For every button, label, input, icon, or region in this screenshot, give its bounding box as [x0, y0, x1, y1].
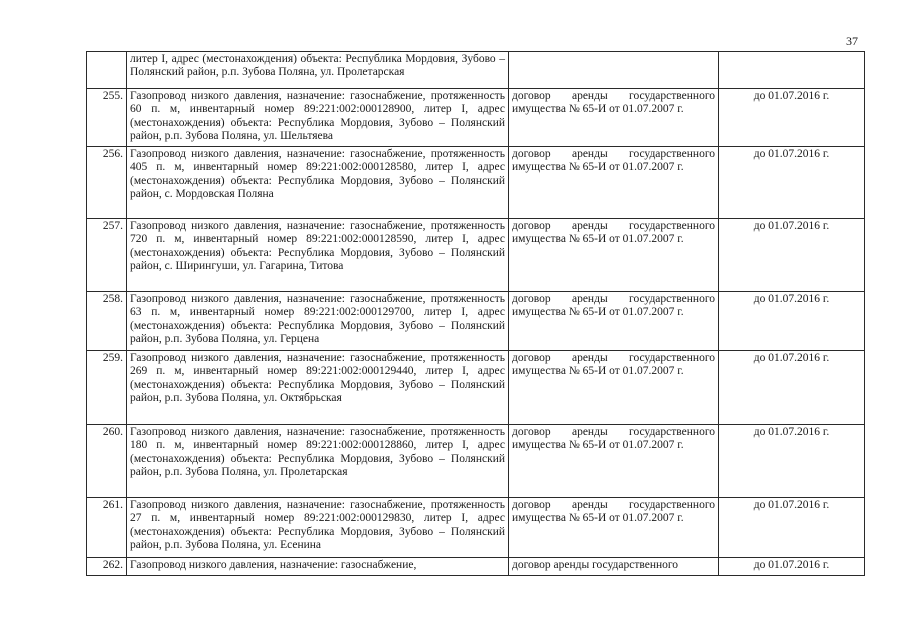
- page-number: 37: [846, 34, 858, 48]
- row-number: 260.: [87, 425, 127, 498]
- term-date: до 01.07.2016 г.: [719, 147, 865, 219]
- term-date: до 01.07.2016 г.: [719, 498, 865, 558]
- contract-reference: [509, 52, 719, 89]
- table-row: [87, 147, 865, 219]
- object-description: Газопровод низкого давления, назначение: газоснабжение,: [127, 558, 509, 576]
- term-date: [719, 52, 865, 89]
- row-number: 258.: [87, 292, 127, 351]
- term-date: до 01.07.2016 г.: [719, 292, 865, 351]
- contract-reference: договор аренды государственного: [509, 558, 719, 576]
- contract-reference: договор аренды государственного имущества № 65-И от 01.07.2007 г.: [509, 425, 719, 498]
- term-date: до 01.07.2016 г.: [719, 89, 865, 147]
- row-number: 255.: [87, 89, 127, 147]
- table-row: [87, 89, 865, 147]
- object-description: Газопровод низкого давления, назначение: газоснабжение, протяженность 180 п. м, инвентарный номер 89:221:002:000128860, литер I, адрес (местонахождения) объекта: Республика Мордовия, Зубово – Полянский район, р.п. Зубова Поляна, ул. Пролетарская: [127, 425, 509, 498]
- term-date: до 01.07.2016 г.: [719, 219, 865, 292]
- term-date: до 01.07.2016 г.: [719, 558, 865, 576]
- table-row: [87, 292, 865, 351]
- row-number: 256.: [87, 147, 127, 219]
- contract-reference: договор аренды государственного имущества № 65-И от 01.07.2007 г.: [509, 89, 719, 147]
- row-number: [87, 52, 127, 89]
- object-description: литер I, адрес (местонахождения) объекта: Республика Мордовия, Зубово – Полянский район, р.п. Зубова Поляна, ул. Пролетарская: [127, 52, 509, 89]
- object-description: Газопровод низкого давления, назначение: газоснабжение, протяженность 27 п. м, инвентарный номер 89:221:002:000129830, литер I, адрес (местонахождения) объекта: Республика Мордовия, Зубово – Полянский район, р.п. Зубова Поляна, ул. Есенина: [127, 498, 509, 558]
- contract-reference: договор аренды государственного имущества № 65-И от 01.07.2007 г.: [509, 147, 719, 219]
- table-row: [87, 52, 865, 89]
- object-description: Газопровод низкого давления, назначение: газоснабжение, протяженность 269 п. м, инвентарный номер 89:221:002:000129440, литер I, адрес (местонахождения) объекта: Республика Мордовия, Зубово – Полянский район, р.п. Зубова Поляна, ул. Октябрьская: [127, 351, 509, 425]
- object-description: Газопровод низкого давления, назначение: газоснабжение, протяженность 63 п. м, инвентарный номер 89:221:002:000129700, литер I, адрес (местонахождения) объекта: Республика Мордовия, Зубово – Полянский район, р.п. Зубова Поляна, ул. Герцена: [127, 292, 509, 351]
- object-description: Газопровод низкого давления, назначение: газоснабжение, протяженность 60 п. м, инвентарный номер 89:221:002:000128900, литер I, адрес (местонахождения) объекта: Республика Мордовия, Зубово – Полянский район, р.п. Зубова Поляна, ул. Шельтяева: [127, 89, 509, 147]
- table-row: [87, 425, 865, 498]
- object-description: Газопровод низкого давления, назначение: газоснабжение, протяженность 405 п. м, инвентарный номер 89:221:002:000128580, литер I, адрес (местонахождения) объекта: Республика Мордовия, Зубово – Полянский район, с. Мордовская Поляна: [127, 147, 509, 219]
- contract-reference: договор аренды государственного имущества № 65-И от 01.07.2007 г.: [509, 292, 719, 351]
- term-date: до 01.07.2016 г.: [719, 425, 865, 498]
- row-number: 259.: [87, 351, 127, 425]
- object-description: Газопровод низкого давления, назначение: газоснабжение, протяженность 720 п. м, инвентарный номер 89:221:002:000128590, литер I, адрес (местонахождения) объекта: Республика Мордовия, Зубово – Полянский район, с. Ширингуши, ул. Гагарина, Титова: [127, 219, 509, 292]
- contract-reference: договор аренды государственного имущества № 65-И от 01.07.2007 г.: [509, 219, 719, 292]
- contract-reference: договор аренды государственного имущества № 65-И от 01.07.2007 г.: [509, 498, 719, 558]
- row-number: 262.: [87, 558, 127, 576]
- row-number: 261.: [87, 498, 127, 558]
- row-number: 257.: [87, 219, 127, 292]
- term-date: до 01.07.2016 г.: [719, 351, 865, 425]
- contract-reference: договор аренды государственного имущества № 65-И от 01.07.2007 г.: [509, 351, 719, 425]
- table-row: [87, 498, 865, 558]
- property-registry-table: [86, 51, 865, 576]
- table-row: [87, 219, 865, 292]
- table-row: [87, 351, 865, 425]
- table-row: [87, 558, 865, 576]
